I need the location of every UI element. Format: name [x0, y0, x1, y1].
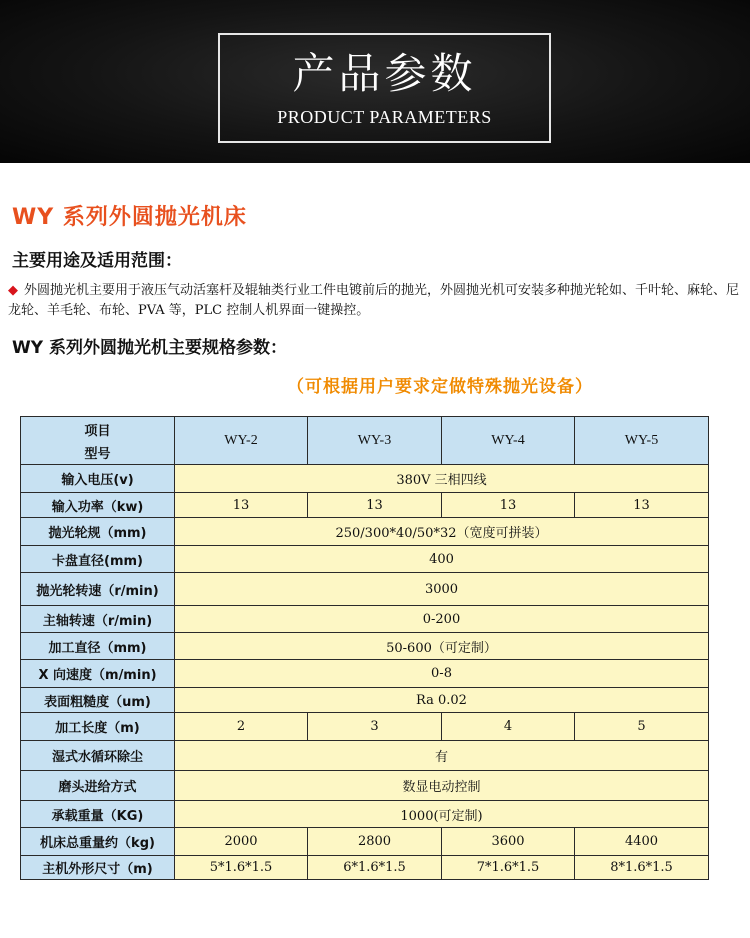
header-model-label: 型号 — [84, 446, 111, 462]
merged-value-cell: 1000(可定制) — [175, 801, 709, 828]
custom-note: （可根据用户要求定做特殊抛光设备） — [287, 377, 593, 397]
spec-table — [20, 416, 709, 880]
header-item-label: 项目 — [84, 423, 111, 439]
table-row — [21, 606, 709, 633]
value-cell: 4400 — [575, 828, 709, 856]
table-row — [21, 493, 709, 518]
row-label-cell: 加工长度（m) — [21, 713, 175, 741]
value-cell: 13 — [175, 493, 308, 518]
value-cell: 2000 — [175, 828, 308, 856]
merged-value-cell: 250/300*40/50*32（宽度可拼装） — [175, 518, 709, 546]
row-label-cell: 磨头进给方式 — [21, 771, 175, 801]
value-cell: 7*1.6*1.5 — [442, 856, 575, 880]
merged-value-cell: 0-8 — [175, 660, 709, 688]
table-row — [21, 546, 709, 573]
table-row — [21, 633, 709, 660]
value-cell: 8*1.6*1.5 — [575, 856, 709, 880]
table-header-row — [21, 417, 709, 465]
table-row — [21, 573, 709, 606]
model-header-cell: WY-3 — [308, 417, 442, 465]
header-item-model-cell — [21, 417, 175, 465]
row-label-cell: 湿式水循环除尘 — [21, 741, 175, 771]
value-cell: 13 — [308, 493, 442, 518]
row-label-cell: 抛光轮转速（r/min) — [21, 573, 175, 606]
row-label-cell: 承载重量（KG) — [21, 801, 175, 828]
merged-value-cell: 有 — [175, 741, 709, 771]
banner — [0, 0, 750, 163]
table-row — [21, 828, 709, 856]
description-text: 外圆抛光机主要用于液压气动活塞杆及辊轴类行业工件电镀前后的抛光，外圆抛光机可安装多种抛光轮如、千叶轮、麻轮、尼龙轮、羊毛轮、布轮、PVA 等，PLC 控制人机界面一键操控。 — [8, 283, 740, 318]
table-row — [21, 856, 709, 880]
banner-title: 产品参数 — [292, 49, 477, 98]
merged-value-cell: 数显电动控制 — [175, 771, 709, 801]
merged-value-cell: 3000 — [175, 573, 709, 606]
product-title: WY 系列外圆抛光机床 — [12, 205, 247, 230]
value-cell: 5 — [575, 713, 709, 741]
value-cell: 13 — [575, 493, 709, 518]
merged-value-cell: 400 — [175, 546, 709, 573]
table-row — [21, 713, 709, 741]
value-cell: 3 — [308, 713, 442, 741]
row-label-cell: 机床总重量约（kg) — [21, 828, 175, 856]
row-label-cell: 抛光轮规（mm) — [21, 518, 175, 546]
value-cell: 2800 — [308, 828, 442, 856]
table-row — [21, 518, 709, 546]
value-cell: 2 — [175, 713, 308, 741]
table-row — [21, 688, 709, 713]
spec-heading: WY 系列外圆抛光机主要规格参数： — [12, 338, 287, 358]
value-cell: 3600 — [442, 828, 575, 856]
table-row — [21, 771, 709, 801]
banner-frame — [218, 33, 551, 143]
description-paragraph — [8, 281, 748, 321]
row-label-cell: 输入电压(v) — [21, 465, 175, 493]
table-row — [21, 741, 709, 771]
merged-value-cell: 380V 三相四线 — [175, 465, 709, 493]
diamond-bullet-icon: ◆ — [8, 283, 18, 298]
row-label-cell: 卡盘直径(mm) — [21, 546, 175, 573]
row-label-cell: X 向速度（m/min) — [21, 660, 175, 688]
model-header-cell: WY-5 — [575, 417, 709, 465]
usage-heading: 主要用途及适用范围： — [12, 251, 182, 271]
merged-value-cell: 50-600（可定制） — [175, 633, 709, 660]
value-cell: 6*1.6*1.5 — [308, 856, 442, 880]
value-cell: 5*1.6*1.5 — [175, 856, 308, 880]
merged-value-cell: Ra 0.02 — [175, 688, 709, 713]
row-label-cell: 加工直径（mm) — [21, 633, 175, 660]
value-cell: 4 — [442, 713, 575, 741]
model-header-cell: WY-4 — [442, 417, 575, 465]
value-cell: 13 — [442, 493, 575, 518]
row-label-cell: 输入功率（kw) — [21, 493, 175, 518]
table-row — [21, 801, 709, 828]
table-row — [21, 465, 709, 493]
table-row — [21, 660, 709, 688]
row-label-cell: 主轴转速（r/min) — [21, 606, 175, 633]
banner-subtitle: PRODUCT PARAMETERS — [277, 107, 492, 127]
row-label-cell: 主机外形尺寸（m) — [21, 856, 175, 880]
model-header-cell: WY-2 — [175, 417, 308, 465]
row-label-cell: 表面粗糙度（um) — [21, 688, 175, 713]
merged-value-cell: 0-200 — [175, 606, 709, 633]
